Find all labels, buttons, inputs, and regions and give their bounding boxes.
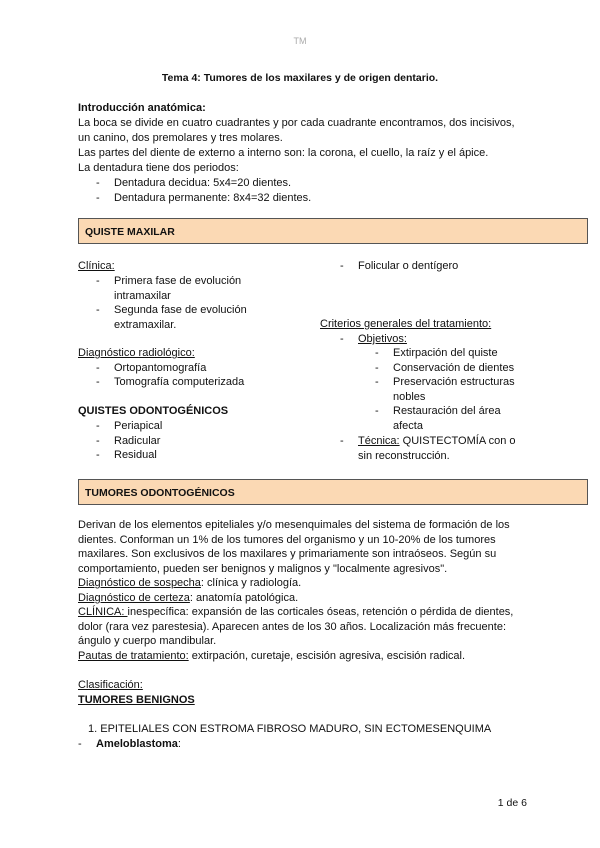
list-item: - Primera fase de evolución intramaxilar bbox=[96, 275, 242, 302]
objetivos-item: - Objetivos: bbox=[340, 333, 407, 345]
para-line: maxilares. Son exclusivos de los maxilares y primariamente son intraóseos. Según su bbox=[78, 548, 497, 560]
intro-line: un canino, dos premolares y tres molares. bbox=[78, 132, 283, 144]
tecnica-label: Técnica: bbox=[358, 435, 400, 447]
criterios-label: Criterios generales del tratamiento: bbox=[320, 318, 492, 330]
odonto-heading: QUISTES ODONTOGÉNICOS bbox=[78, 405, 229, 417]
list-item: - Dentadura permanente: 8x4=32 dientes. bbox=[96, 192, 312, 204]
para-line: Derivan de los elementos epiteliales y/o mesenquimales del sistema de formación de los bbox=[78, 519, 510, 531]
list-item: - Ortopantomografía bbox=[96, 362, 207, 374]
page-title: Tema 4: Tumores de los maxilares y de origen dentario. bbox=[161, 72, 439, 84]
list-item: - Extirpación del quiste bbox=[375, 347, 498, 359]
benignos-heading: TUMORES BENIGNOS bbox=[78, 694, 195, 706]
list-item: - Periapical bbox=[96, 420, 163, 432]
list-item: - Tomografía computerizada bbox=[96, 376, 245, 388]
clasificacion-label: Clasificación: bbox=[78, 679, 143, 691]
list-item: - Segunda fase de evolución extramaxilar. bbox=[96, 304, 247, 331]
list-item: - Residual bbox=[96, 449, 157, 461]
diag-label: Diagnóstico radiológico: bbox=[78, 347, 195, 359]
clinica-line: CLÍNICA: inespecífica: expansión de las corticales óseas, retención o pérdida de dientes, bbox=[78, 606, 514, 618]
intro-line: La boca se divide en cuatro cuadrantes y por cada cuadrante encontramos, dos incisivos, bbox=[78, 117, 515, 129]
certeza-line: Diagnóstico de certeza: anatomía patológica. bbox=[78, 592, 299, 604]
clinica-line: dolor (rara vez parestesia). Aparecen antes de los 30 años. Localización más frecuente: bbox=[78, 621, 507, 633]
list-item: - Radicular bbox=[96, 435, 161, 447]
list-item: - Restauración del área afecta bbox=[375, 405, 501, 432]
list-item: - Folicular o dentígero bbox=[340, 260, 459, 272]
list-item: - Conservación de dientes bbox=[375, 362, 515, 374]
intro-line: Las partes del diente de externo a interno son: la corona, el cuello, la raíz y el ápice. bbox=[78, 147, 489, 159]
intro-heading: Introducción anatómica: bbox=[78, 102, 206, 114]
intro-line: La dentadura tiene dos periodos: bbox=[78, 162, 239, 174]
para-line: comportamiento, pueden ser benignos y malignos y "localmente agresivos". bbox=[78, 563, 448, 575]
clinica-label: Clínica: bbox=[78, 260, 115, 272]
pautas-line: Pautas de tratamiento: extirpación, curetaje, escisión agresiva, escisión radical. bbox=[78, 650, 466, 662]
list-item: - Preservación estructuras nobles bbox=[375, 376, 515, 403]
list-item: - Ameloblastoma: bbox=[78, 738, 181, 750]
section-banner-quiste: QUISTE MAXILAR bbox=[78, 218, 588, 244]
numbered-item: 1. EPITELIALES CON ESTROMA FIBROSO MADURO, SIN ECTOMESENQUIMA bbox=[88, 723, 492, 735]
para-line: dientes. Conforman un 1% de los tumores del organismo y un 10-20% de los tumores bbox=[78, 534, 496, 546]
tecnica-item: - Técnica: QUISTECTOMÍA con o sin reconstrucción. bbox=[340, 435, 516, 462]
header-mark: TM bbox=[293, 36, 307, 46]
section-banner-tumores: TUMORES ODONTOGÉNICOS bbox=[78, 479, 588, 505]
page-number: 1 de 6 bbox=[497, 797, 527, 809]
list-item: - Dentadura decidua: 5x4=20 dientes. bbox=[96, 177, 292, 189]
clinica-line: ángulo y cuerpo mandibular. bbox=[78, 635, 217, 647]
sospecha-line: Diagnóstico de sospecha: clínica y radiología. bbox=[78, 577, 302, 589]
